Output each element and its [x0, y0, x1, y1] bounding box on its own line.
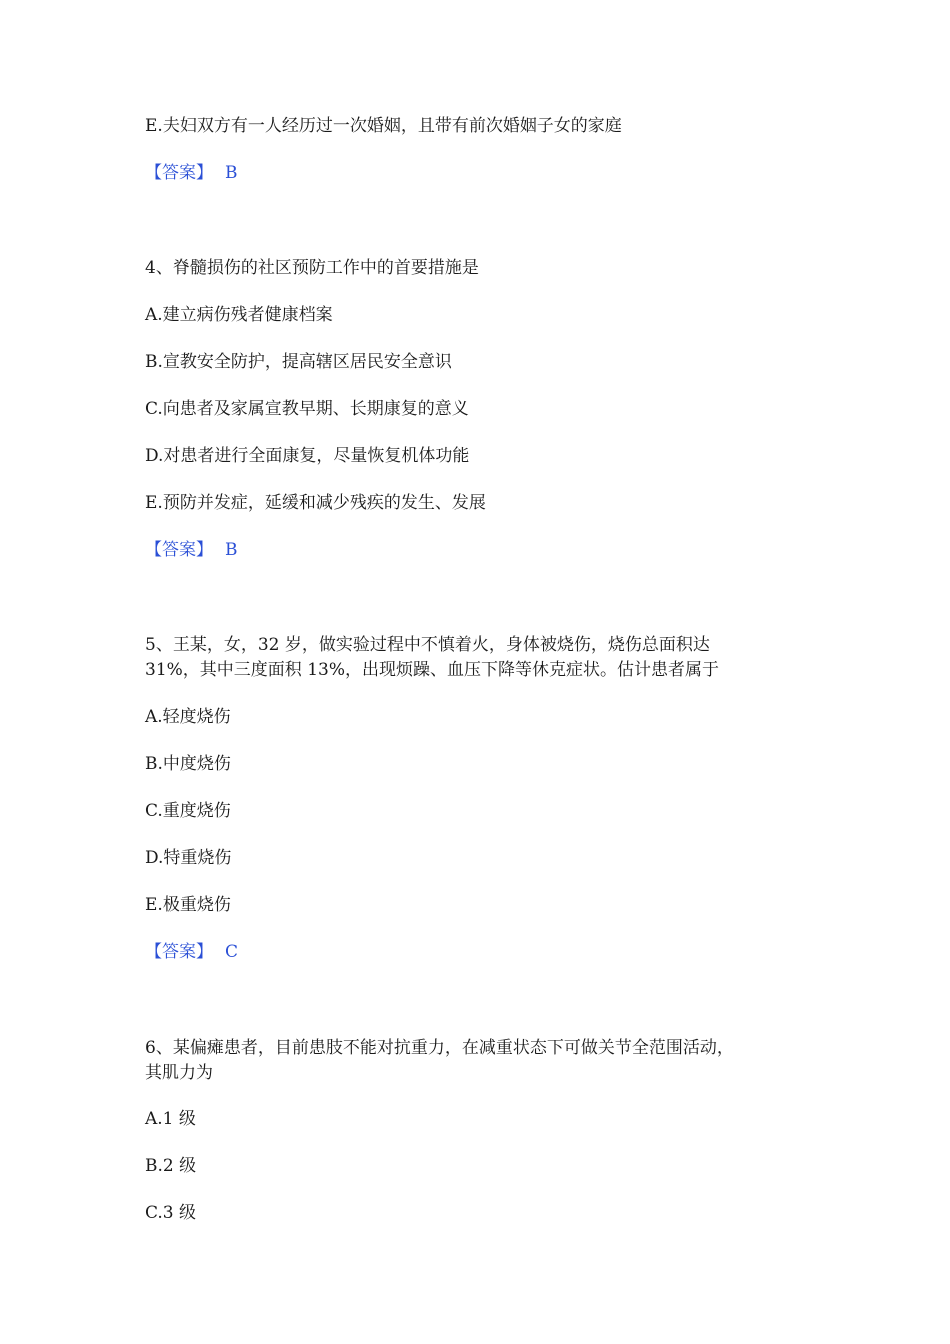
q6-option-b: B.2 级: [145, 1156, 197, 1176]
q4-option-d: D.对患者进行全面康复，尽量恢复机体功能: [145, 446, 470, 466]
q5-option-a: A.轻度烧伤: [145, 707, 231, 727]
answer-value: B: [225, 163, 238, 183]
q3-option-e: E.夫妇双方有一人经历过一次婚姻，且带有前次婚姻子女的家庭: [145, 116, 622, 136]
q6-option-a: A.1 级: [145, 1109, 196, 1129]
q4-answer: [145, 538, 238, 562]
q6-option-c: C.3 级: [145, 1203, 197, 1223]
q4-option-a: A.建立病伤残者健康档案: [145, 305, 333, 325]
q4-option-b: B.宣教安全防护，提高辖区居民安全意识: [145, 352, 452, 372]
answer-label: 【答案】: [145, 163, 213, 183]
answer-value: C: [225, 942, 239, 962]
q5-option-c: C.重度烧伤: [145, 801, 231, 821]
q5-option-d: D.特重烧伤: [145, 848, 232, 868]
answer-label: 【答案】: [145, 942, 213, 962]
q4-option-c: C.向患者及家属宣教早期、长期康复的意义: [145, 399, 469, 419]
q4-option-e: E.预防并发症，延缓和减少残疾的发生、发展: [145, 493, 486, 513]
q3-answer: [145, 161, 238, 185]
q4-stem: 4、脊髓损伤的社区预防工作中的首要措施是: [145, 258, 479, 278]
q5-option-b: B.中度烧伤: [145, 754, 231, 774]
q5-option-e: E.极重烧伤: [145, 895, 231, 915]
q6-stem-line1: 6、某偏瘫患者，目前患肢不能对抗重力，在减重状态下可做关节全范围活动，: [145, 1038, 734, 1058]
q6-stem-line2: 其肌力为: [145, 1063, 213, 1083]
answer-label: 【答案】: [145, 540, 213, 560]
q5-stem-line2: 31%，其中三度面积 13%，出现烦躁、血压下降等休克症状。估计患者属于: [145, 660, 719, 680]
q5-stem-line1: 5、王某，女，32 岁，做实验过程中不慎着火，身体被烧伤，烧伤总面积达: [145, 635, 710, 655]
answer-value: B: [225, 540, 238, 560]
q5-answer: [145, 940, 238, 964]
